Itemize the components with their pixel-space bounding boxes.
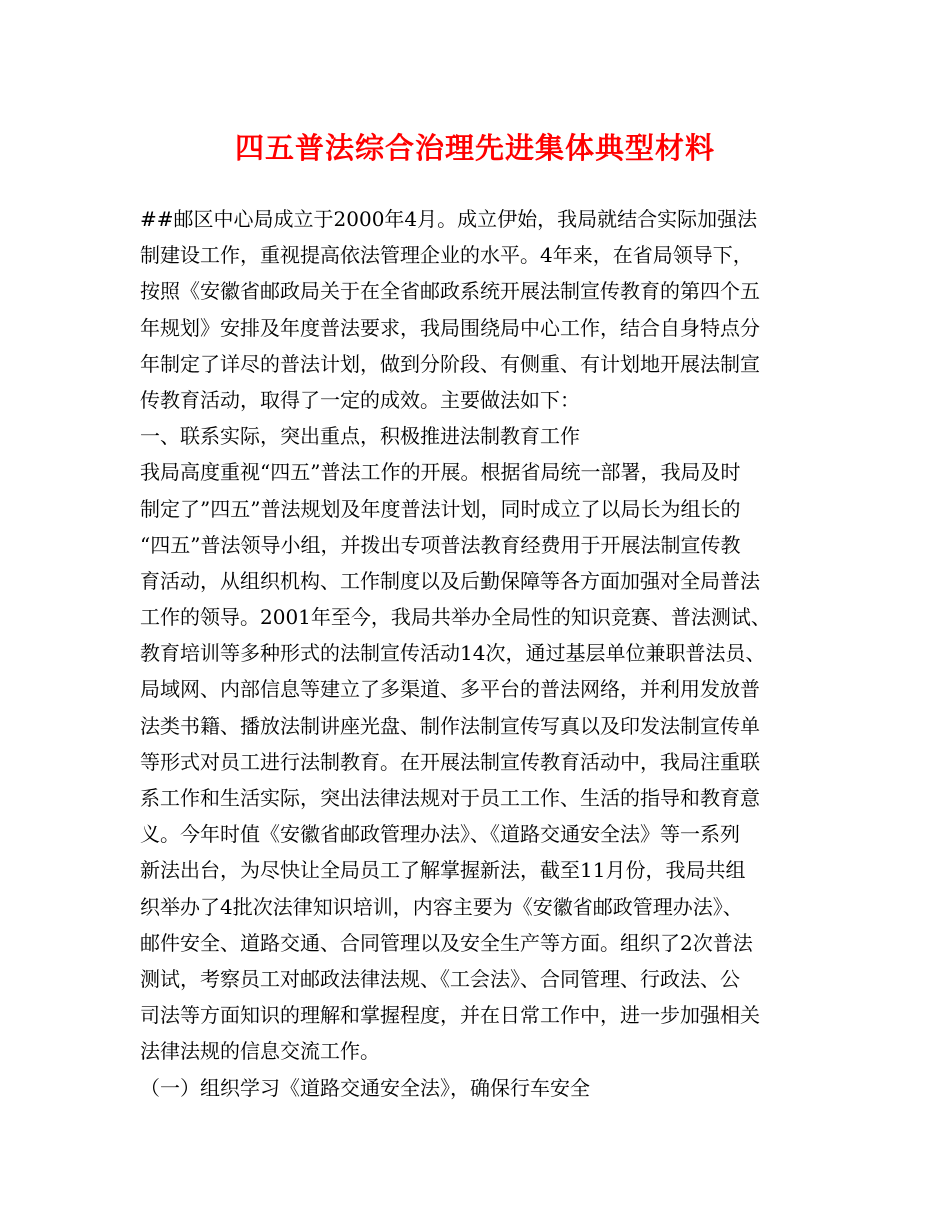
body-line: 教育培训等多种形式的法制宣传活动14次，通过基层单位兼职普法员、 — [140, 641, 766, 666]
body-line: 新法出台，为尽快让全局员工了解掌握新法，截至11月份，我局共组 — [140, 858, 746, 883]
body-line: 织举办了4批次法律知识培训，内容主要为《安徽省邮政管理办法》、 — [140, 894, 743, 919]
body-line: ##邮区中心局成立于2000年4月。成立伊始，我局就结合实际加强法 — [140, 207, 758, 231]
body-line: 局域网、内部信息等建立了多渠道、多平台的普法网络，并利用发放普 — [140, 677, 760, 702]
body-line: 制定了”四五”普法规划及年度普法计划，同时成立了以局长为组长的 — [140, 496, 741, 521]
document-title: 四五普法综合治理先进集体典型材料 — [234, 131, 715, 165]
body-line: 育活动，从组织机构、工作制度以及后勤保障等各方面加强对全局普法 — [140, 568, 760, 593]
body-line: 法类书籍、播放法制讲座光盘、制作法制宣传写真以及印发法制宣传单 — [140, 713, 760, 738]
document-body — [140, 201, 830, 1106]
body-line: 法律法规的信息交流工作。 — [140, 1039, 380, 1064]
body-line: 我局高度重视“四五”普法工作的开展。根据省局统一部署，我局及时 — [140, 460, 741, 485]
body-line: 年规划》安排及年度普法要求，我局围绕局中心工作，结合自身特点分 — [140, 315, 760, 340]
body-line: 邮件安全、道路交通、合同管理以及安全生产等方面。组织了2次普法 — [140, 930, 753, 955]
section-heading: 一、联系实际，突出重点，积极推进法制教育工作 — [140, 424, 580, 449]
body-line: 工作的领导。2001年至今，我局共举办全局性的知识竞赛、普法测试、 — [140, 605, 771, 630]
body-line: 等形式对员工进行法制教育。在开展法制宣传教育活动中，我局注重联 — [140, 749, 760, 774]
body-line: 制建设工作，重视提高依法管理企业的水平。4年来，在省局领导下， — [140, 243, 753, 268]
body-line: 按照《安徽省邮政局关于在全省邮政系统开展法制宣传教育的第四个五 — [140, 279, 760, 304]
body-line: 测试，考察员工对邮政法律法规、《工会法》、合同管理、行政法、公 — [140, 966, 740, 991]
body-line: “四五”普法领导小组，并拨出专项普法教育经费用于开展法制宣传教 — [140, 532, 741, 557]
body-line: 司法等方面知识的理解和掌握程度，并在日常工作中，进一步加强相关 — [140, 1003, 760, 1028]
subsection-heading: （一）组织学习《道路交通安全法》，确保行车安全 — [140, 1075, 590, 1100]
body-line: 年制定了详尽的普法计划，做到分阶段、有侧重、有计划地开展法制宣 — [140, 351, 760, 376]
body-line: 传教育活动，取得了一定的成效。主要做法如下： — [140, 387, 580, 412]
body-line: 系工作和生活实际，突出法律法规对于员工工作、生活的指导和教育意 — [140, 786, 760, 810]
body-line: 义。今年时值《安徽省邮政管理办法》、《道路交通安全法》等一系列 — [140, 822, 740, 847]
